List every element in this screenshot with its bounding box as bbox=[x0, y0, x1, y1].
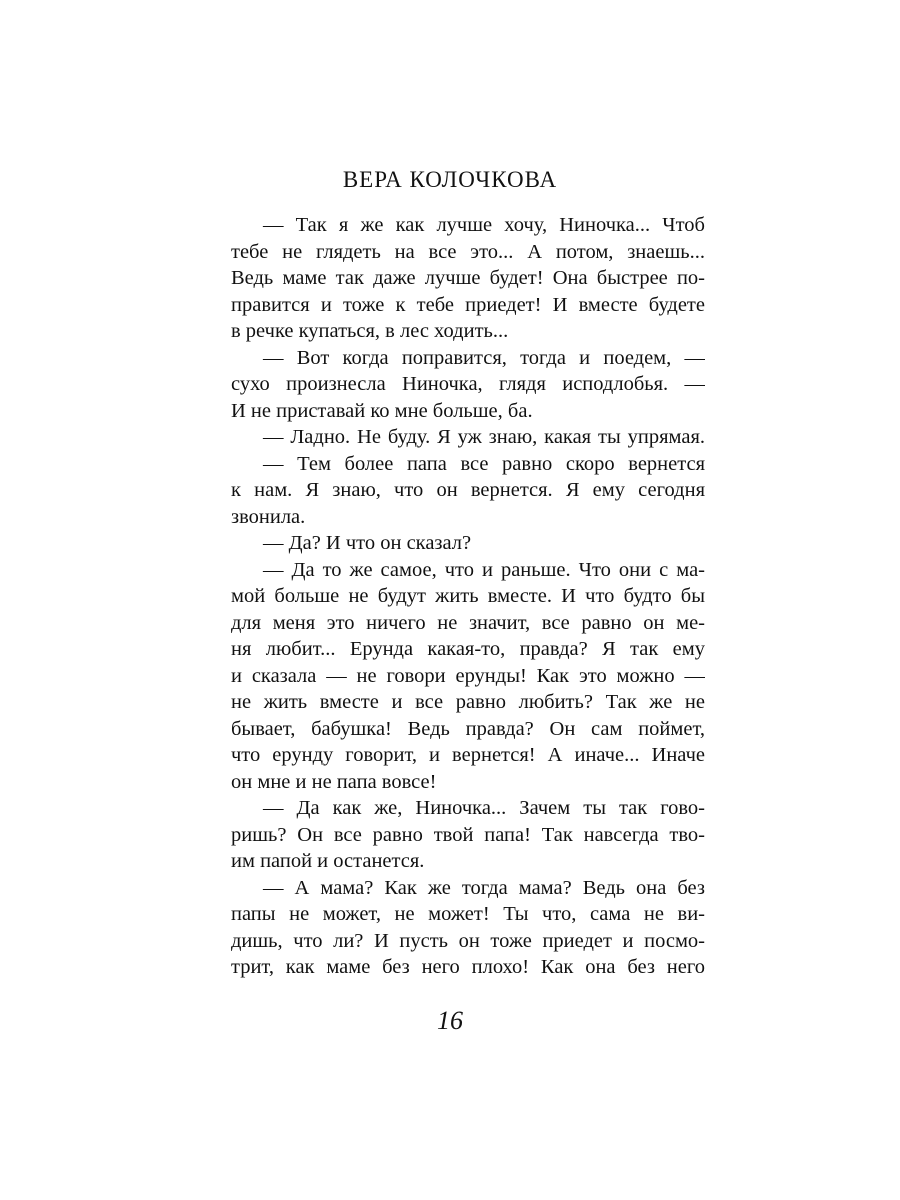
text-line: для меня это ничего не значит, все равно он ме- bbox=[231, 611, 705, 634]
text-line: Ведь маме так даже лучше будет! Она быстрее по- bbox=[231, 267, 705, 289]
text-line: бывает, бабушка! Ведь правда? Он сам поймет, bbox=[231, 717, 705, 740]
page-number: 16 bbox=[437, 1006, 463, 1035]
text-line: — Да то же самое, что и раньше. Что они с ма- bbox=[263, 558, 705, 581]
text-line: не жить вместе и все равно любить? Так же не bbox=[231, 691, 705, 713]
text-line: — А мама? Как же тогда мама? Ведь она без bbox=[263, 876, 705, 899]
text-line: в речке купаться, в лес ходить... bbox=[231, 320, 509, 342]
text-line: звонила. bbox=[231, 505, 306, 528]
body-text bbox=[231, 212, 705, 981]
text-line: тебе не глядеть на все это... А потом, знаешь... bbox=[231, 240, 705, 263]
text-line: мой больше не будут жить вместе. И что будто бы bbox=[231, 585, 705, 607]
text-line: ришь? Он все равно твой папа! Так навсегда тво- bbox=[231, 823, 705, 846]
text-line: сухо произнесла Ниночка, глядя исподлобья. — bbox=[231, 373, 705, 395]
text-line: — Да? И что он сказал? bbox=[263, 532, 472, 554]
text-line: — Ладно. Не буду. Я уж знаю, какая ты упрямая. bbox=[263, 426, 705, 448]
text-line: к нам. Я знаю, что он вернется. Я ему сегодня bbox=[231, 479, 705, 501]
text-line: и сказала — не говори ерунды! Как это можно — bbox=[231, 664, 705, 687]
text-line: дишь, что ли? И пусть он тоже приедет и посмо- bbox=[231, 929, 705, 952]
text-line: правится и тоже к тебе приедет! И вместе будете bbox=[231, 293, 705, 316]
text-line: он мне и не папа вовсе! bbox=[231, 770, 437, 793]
text-line: И не приставай ко мне больше, ба. bbox=[231, 399, 533, 422]
text-line: папы не может, не может! Ты что, сама не ви- bbox=[231, 903, 705, 925]
text-line: что ерунду говорит, и вернется! А иначе... Иначе bbox=[231, 744, 705, 766]
text-line: трит, как маме без него плохо! Как она без него bbox=[231, 956, 705, 978]
text-line: — Так я же как лучше хочу, Ниночка... Чтоб bbox=[263, 214, 705, 236]
text-line: ня любит... Ерунда какая-то, правда? Я так ему bbox=[231, 638, 705, 660]
text-line: — Тем более папа все равно скоро вернется bbox=[263, 452, 705, 475]
text-line: — Да как же, Ниночка... Зачем ты так гово- bbox=[263, 797, 705, 819]
text-line: — Вот когда поправится, тогда и поедем, — bbox=[263, 346, 705, 369]
running-head: ВЕРА КОЛОЧКОВА bbox=[342, 167, 558, 192]
text-line: им папой и останется. bbox=[231, 850, 425, 872]
